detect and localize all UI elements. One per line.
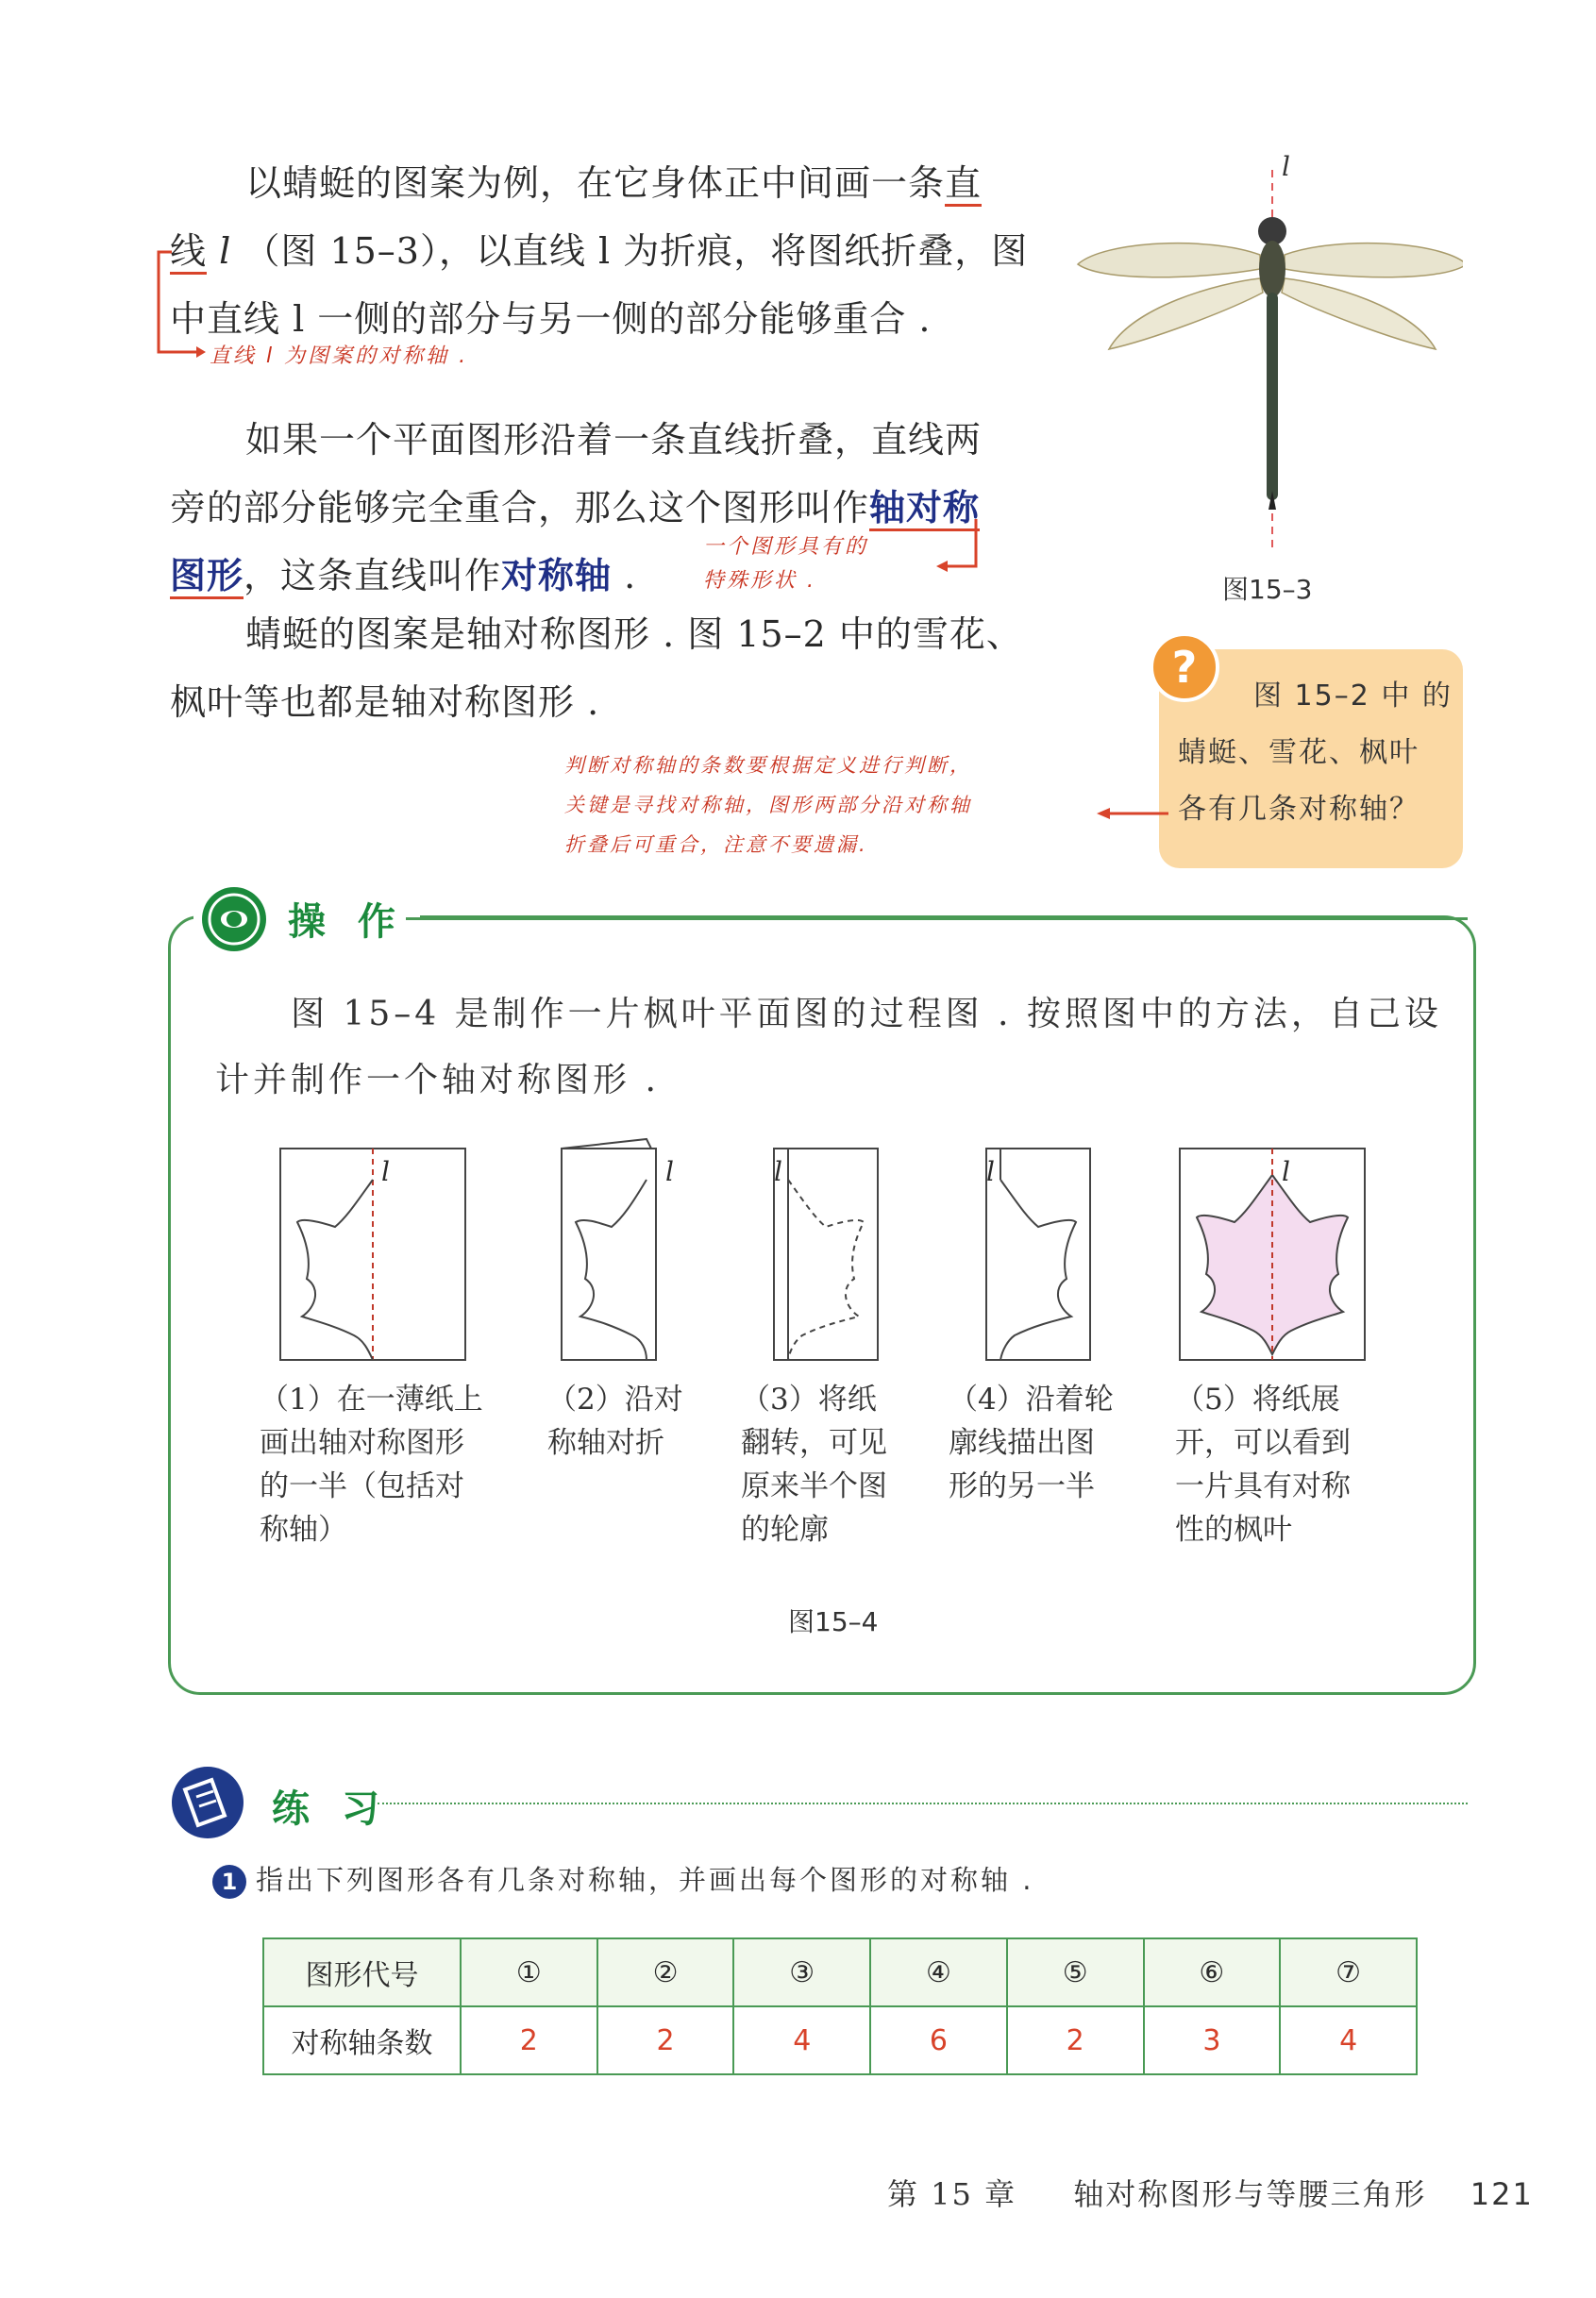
dragonfly-image xyxy=(1067,151,1463,557)
step-5-axis-label: l xyxy=(1282,1156,1290,1187)
step-1-diagram xyxy=(278,1147,467,1364)
paragraph-1-line2: 线 l （图 15–3），以直线 l 为折痕，将图纸折叠，图 xyxy=(170,217,1038,285)
paragraph-1-line3: 中直线 l 一侧的部分与另一侧的部分能够重合 . xyxy=(170,298,932,340)
table-cell-answer[interactable]: 6 xyxy=(870,2006,1007,2074)
term-axisymmetric-1: 轴对称 xyxy=(869,487,980,531)
table-cell-code: ⑥ xyxy=(1144,1938,1281,2006)
dragonfly-axis-label: l xyxy=(1282,151,1290,182)
table-cell-answer[interactable]: 4 xyxy=(733,2006,870,2074)
annotation-note-1: 直线 l 为图案的对称轴 . xyxy=(210,344,469,368)
step-1-caption: （1）在一薄纸上 画出轴对称图形 的一半（包括对 称轴） xyxy=(260,1383,483,1547)
table-cell-answer[interactable]: 2 xyxy=(597,2006,734,2074)
step-4-diagram xyxy=(982,1147,1095,1364)
underline-start: 直 xyxy=(945,162,982,207)
figure-15-3-caption: 图15–3 xyxy=(1222,574,1313,605)
paragraph-1 xyxy=(170,149,1038,353)
table-cell-code: ③ xyxy=(733,1938,870,2006)
operation-text: 图 15–4 是制作一片枫叶平面图的过程图 . 按照图中的方法，自己设 计并制作一个轴对称图形 . xyxy=(215,995,1442,1099)
exercise-title-rule xyxy=(378,1803,1468,1804)
question-icon: ? xyxy=(1150,632,1219,702)
table-row-codes xyxy=(263,1938,1417,2006)
paragraph-1-line1: 以蜻蜓的图案为例，在它身体正中间画一条直 xyxy=(170,149,1038,217)
exercise-icon xyxy=(170,1765,245,1840)
step-4-axis-label: l xyxy=(986,1156,995,1187)
table-cell-answer[interactable]: 4 xyxy=(1280,2006,1417,2074)
page-footer xyxy=(887,2171,1534,2214)
operation-title-rule xyxy=(406,917,1468,920)
table-row-axes xyxy=(263,2006,1417,2074)
step-3-caption: （3）将纸 翻转，可见 原来半个图 的轮廓 xyxy=(741,1383,887,1547)
operation-title: 操 作 xyxy=(288,900,405,944)
footer-title: 轴对称图形与等腰三角形 xyxy=(1073,2176,1427,2212)
step-2-axis-label: l xyxy=(665,1156,674,1187)
annotation-note-3: 判断对称轴的条数要根据定义进行判断， 关键是寻找对称轴，图形两部分沿对称轴 折叠后可重合，注意不要遗漏. xyxy=(564,754,972,856)
step-5-diagram xyxy=(1178,1147,1367,1364)
exercise-question: 1 指出下列图形各有几条对称轴，并画出每个图形的对称轴 . xyxy=(212,1859,1033,1899)
page-number: 121 xyxy=(1470,2176,1534,2212)
exercise-title: 练 习 xyxy=(272,1787,389,1831)
step-3-axis-label: l xyxy=(774,1156,782,1187)
question-text: 图 15–2 中 的 蜻蜓、雪花、枫叶 各有几条对称轴？ xyxy=(1178,679,1453,826)
paragraph-2-line2: 旁的部分能够完全重合，那么这个图形叫作轴对称 xyxy=(170,474,1038,542)
figure-15-3 xyxy=(1067,151,1463,613)
annotation-arrow-3 xyxy=(1095,804,1170,823)
paragraph-2-line1: 如果一个平面图形沿着一条直线折叠，直线两 xyxy=(245,419,983,461)
table-cell-code: ⑤ xyxy=(1007,1938,1144,2006)
table-cell-answer[interactable]: 2 xyxy=(1007,2006,1144,2074)
annotation-note-2: 一个图形具有的 特殊形状 . xyxy=(703,535,869,593)
footer-chapter: 第 15 章 xyxy=(887,2176,1017,2212)
annotation-arrow-2 xyxy=(934,517,991,574)
table-cell-code: ⑦ xyxy=(1280,1938,1417,2006)
paragraph-2 xyxy=(170,406,1038,610)
annotation-bracket-1 xyxy=(151,241,208,363)
step-4-caption: （4）沿着轮 廓线描出图 形的另一半 xyxy=(949,1383,1114,1503)
table-cell-code: ④ xyxy=(870,1938,1007,2006)
figure-15-4-caption: 图15–4 xyxy=(788,1606,879,1637)
question-number-badge: 1 xyxy=(212,1865,246,1899)
step-2-caption: （2）沿对 称轴对折 xyxy=(547,1383,683,1460)
term-axis: 对称轴 xyxy=(501,555,613,596)
step-5-caption: （5）将纸展 开，可以看到 一片具有对称 性的枫叶 xyxy=(1175,1383,1351,1547)
step-3-diagram xyxy=(769,1147,882,1364)
operation-icon xyxy=(198,883,270,955)
table-cell-code: ② xyxy=(597,1938,734,2006)
table-header-axes: 对称轴条数 xyxy=(263,2006,461,2074)
table-cell-code: ① xyxy=(461,1938,597,2006)
paragraph-2-line3: 图形，这条直线叫作对称轴 . xyxy=(170,542,1038,610)
exercise-table xyxy=(262,1937,1418,2075)
question-box xyxy=(1159,642,1463,868)
table-header-code: 图形代号 xyxy=(263,1938,461,2006)
table-cell-answer[interactable]: 3 xyxy=(1144,2006,1281,2074)
paragraph-3: 蜻蜓的图案是轴对称图形 . 图 15–2 中的雪花、 枫叶等也都是轴对称图形 . xyxy=(170,613,1023,723)
table-cell-answer[interactable]: 2 xyxy=(461,2006,597,2074)
term-axisymmetric-2: 图形 xyxy=(170,555,244,599)
step-1-axis-label: l xyxy=(381,1156,390,1187)
step-2-diagram xyxy=(557,1137,670,1364)
